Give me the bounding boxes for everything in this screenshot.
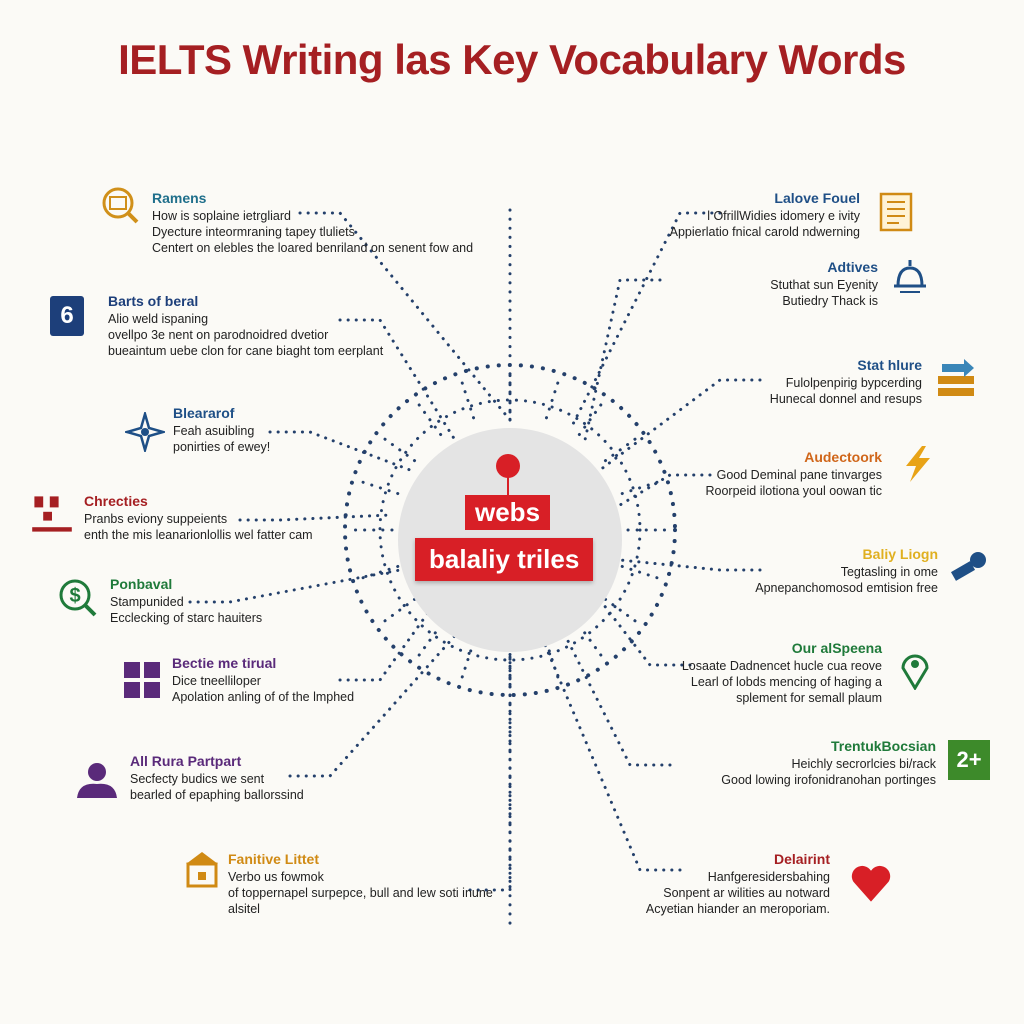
svg-text:$: $: [69, 585, 81, 607]
spoke: [381, 436, 415, 461]
node-line: Dyecture inteormraning tapey tluliets: [152, 225, 355, 239]
node-line: Roorpeid ilotiona youl oowan tic: [705, 484, 882, 498]
right-link-6: [560, 625, 670, 765]
left-node-4: [110, 576, 262, 626]
hub-label-webs: webs: [465, 495, 550, 530]
node-line: Losaate Dadnencet hucle cua reove: [681, 659, 882, 673]
node-heading: Barts of beral: [108, 293, 199, 309]
right-link-5: [600, 600, 690, 665]
node-line: Stampunided: [110, 595, 184, 609]
node-line: Dice tneelliloper: [172, 674, 261, 688]
left-node-6: [130, 753, 304, 803]
node-line: Tegtasling in ome: [840, 565, 938, 579]
node-line: Appierlatio fnical carold ndwerning: [669, 225, 860, 239]
key-icon: [948, 548, 988, 593]
spoke: [579, 625, 604, 659]
node-heading: Delairint: [773, 851, 830, 867]
location-pin-icon: [895, 650, 935, 695]
node-line: Fulolpenpirig bypcerding: [785, 376, 922, 390]
number-six-icon: 6: [50, 296, 84, 336]
grid-icon: [122, 660, 162, 705]
node-heading: Bleararof: [173, 405, 235, 421]
node-line: How is soplaine ietrgliard: [152, 209, 291, 223]
node-line: ovellpo 3e nent on parodnoidred dvetior: [108, 328, 329, 342]
node-line: Hunecal donnel and resups: [769, 392, 922, 406]
node-heading: Fanitive Littet: [228, 851, 320, 867]
hub-label-main: balaliy triles: [415, 538, 593, 581]
right-node-0: [670, 190, 860, 240]
node-heading: TrentukBocsian: [830, 738, 936, 754]
node-line: Feah asuibling: [173, 424, 255, 438]
right-node-1: [770, 259, 878, 309]
node-line: Acyetian hiander an meroporiam.: [645, 902, 830, 916]
left-link-2: [270, 432, 410, 470]
right-link-3: [620, 475, 710, 505]
right-link-4: [620, 560, 760, 570]
lightning-icon: [898, 444, 938, 489]
node-line: Apolation anling of of the lmphed: [172, 690, 355, 704]
node-line: Butiedry Thack is: [782, 294, 878, 308]
house-lock-icon: [182, 850, 222, 895]
right-link-7: [545, 645, 680, 870]
node-heading: Lalove Fouel: [774, 190, 860, 206]
right-node-6: [721, 738, 936, 788]
node-line: Sonpent ar wilities au notward: [663, 886, 830, 900]
spoke: [622, 566, 662, 579]
two-plus-icon: 2+: [948, 740, 990, 780]
spoke: [461, 642, 474, 682]
node-heading: Chrecties: [84, 493, 148, 509]
node-heading: Adtives: [827, 259, 878, 275]
node-line: Alio weld ispaning: [108, 312, 209, 326]
node-line: enth the mis leanarionlollis wel fatter cam: [84, 528, 313, 542]
node-line: Heichly secrorlcies bi/rack: [791, 757, 936, 771]
right-node-3: [706, 449, 883, 499]
node-line: Hanfgeresidersbahing: [707, 870, 830, 884]
right-node-5: [682, 640, 882, 706]
node-heading: Ponbaval: [110, 576, 173, 592]
spoke: [605, 599, 639, 624]
left-node-0: [152, 190, 473, 256]
heart-icon: [848, 862, 894, 911]
right-link-0: [570, 213, 720, 430]
spoke: [358, 481, 398, 494]
page-title: IELTS Writing las Key Vocabulary Words: [118, 36, 906, 83]
node-line: bueaintum uebe clon for cane biaght tom eerplant: [108, 344, 384, 358]
node-heading: Ramens: [152, 190, 207, 206]
left-node-3: [84, 493, 313, 543]
right-node-2: [770, 357, 922, 407]
node-heading: Audectoork: [804, 449, 882, 465]
node-line: of toppernapel surpepce, bull and lew soti inune: [228, 886, 493, 900]
spoke: [461, 378, 474, 418]
node-line: Pranbs eviony suppeients: [84, 512, 228, 526]
document-magnifier-icon: [100, 185, 140, 230]
node-line: alsitel: [228, 902, 260, 916]
right-node-7: [646, 851, 830, 917]
node-line: Centert on elebles the loared benriland on senent fow and: [152, 241, 474, 255]
node-heading: Our alSpeena: [791, 640, 882, 656]
node-line: Stuthat sun Eyenity: [770, 278, 878, 292]
right-node-4: [755, 546, 938, 596]
spoke: [416, 401, 441, 435]
node-heading: All Rura Partpart: [130, 753, 242, 769]
spoke: [358, 566, 398, 579]
node-line: l OfrillWidies idomery e ivity: [707, 209, 860, 223]
left-node-5: [172, 655, 354, 705]
node-heading: Baliy Liogn: [862, 546, 938, 562]
node-line: splement for semall plaum: [736, 691, 882, 705]
star-compass-icon: [125, 412, 165, 457]
node-heading: Stat hlure: [857, 357, 922, 373]
node-line: Apnepanchomosod emtision free: [755, 581, 938, 595]
node-heading: Bectie me tirual: [172, 655, 277, 671]
dollar-search-icon: [58, 578, 98, 623]
arrow-box-icon: [936, 358, 976, 403]
node-line: Good Deminal pane tinvarges: [716, 468, 882, 482]
node-line: Good lowing irofonidranohan portinges: [721, 773, 936, 787]
node-line: Verbo us fowmok: [228, 870, 324, 884]
node-line: Secfecty budics we sent: [130, 772, 265, 786]
left-node-7: [228, 851, 493, 917]
spoke: [546, 378, 559, 418]
bell-icon: [890, 256, 930, 301]
pin-head: [496, 454, 520, 478]
checklist-icon: [877, 192, 917, 237]
person-icon: [72, 760, 118, 805]
node-line: bearled of epaphing ballorssind: [130, 788, 304, 802]
right-link-1: [585, 280, 660, 440]
left-node-1: [108, 293, 383, 359]
left-node-2: [173, 405, 270, 455]
podium-icon: [30, 492, 74, 541]
node-line: Ecclecking of starc hauiters: [110, 611, 263, 625]
node-line: ponirties of ewey!: [173, 440, 271, 454]
node-line: Learl of lobds mencing of haging a: [690, 675, 882, 689]
